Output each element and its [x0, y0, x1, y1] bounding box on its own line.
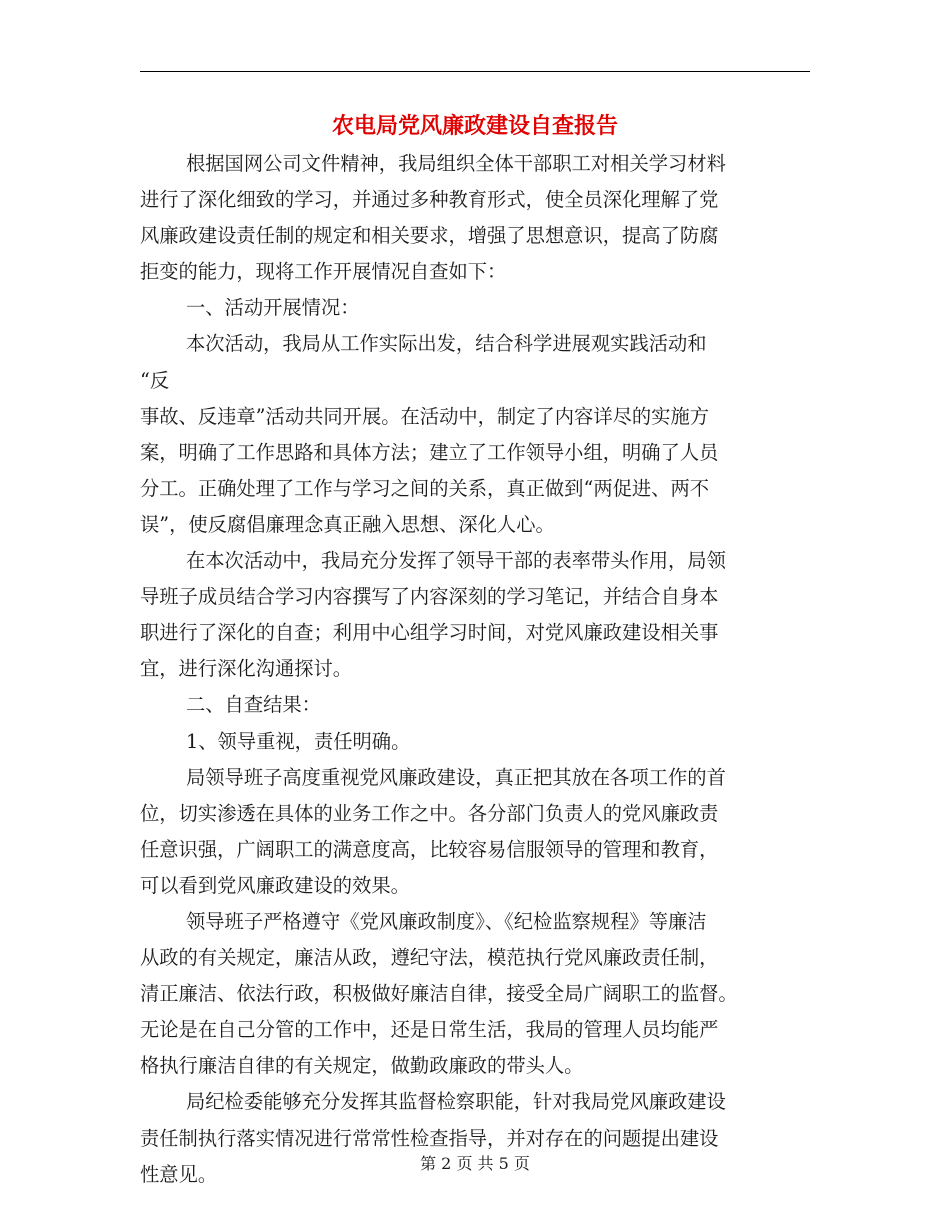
- text-line: 事故、反违章”活动共同开展。在活动中，制定了内容详尽的实施方: [140, 404, 710, 428]
- header-rule: [140, 71, 810, 72]
- text-line: 格执行廉洁自律的有关规定，做勤政廉政的带头人。: [140, 1054, 584, 1078]
- text-line: 本次活动，我局从工作实际出发，结合科学进展观实践活动和: [186, 332, 707, 356]
- text-line: 职进行了深化的自查；利用中心组学习时间，对党风廉政建设相关事: [140, 621, 719, 645]
- text-line: 清正廉洁、依法行政，积极做好廉洁自律，接受全局广阔职工的监督。: [140, 982, 738, 1006]
- text-line: 局纪检委能够充分发挥其监督检察职能，针对我局党风廉政建设: [186, 1090, 726, 1114]
- text-line: 导班子成员结合学习内容撰写了内容深刻的学习笔记，并结合自身本: [140, 585, 719, 609]
- text-line: 误”，使反腐倡廉理念真正融入思想、深化人心。: [140, 512, 555, 536]
- text-line: 风廉政建设责任制的规定和相关要求，增强了思想意识，提高了防腐: [140, 224, 719, 248]
- text-line: 从政的有关规定，廉洁从政，遵纪守法，模范执行党风廉政责任制，: [140, 946, 719, 970]
- text-line: 一、活动开展情况：: [186, 296, 360, 320]
- text-line: 位，切实渗透在具体的业务工作之中。各分部门负责人的党风廉政责: [140, 801, 719, 825]
- text-line: 二、自查结果：: [186, 693, 321, 717]
- page-footer: 第 2 页 共 5 页: [420, 1154, 530, 1173]
- text-line: 局领导班子高度重视党风廉政建设，真正把其放在各项工作的首: [186, 765, 726, 789]
- text-line: 1、领导重视，责任明确。: [186, 729, 411, 753]
- document-title: 农电局党风廉政建设自查报告: [331, 113, 618, 139]
- text-line: 无论是在自己分管的工作中，还是日常生活，我局的管理人员均能严: [140, 1018, 719, 1042]
- document-body: [140, 146, 800, 1193]
- text-line: “反: [140, 368, 170, 392]
- text-line: 根据国网公司文件精神，我局组织全体干部职工对相关学习材料: [186, 152, 726, 175]
- text-line: 可以看到党风廉政建设的效果。: [140, 873, 410, 897]
- text-line: 任意识强，广阔职工的满意度高，比较容易信服领导的管理和教育，: [140, 837, 719, 861]
- text-line: 性意见。: [140, 1162, 218, 1186]
- text-line: 进行了深化细致的学习，并通过多种教育形式，使全员深化理解了党: [140, 188, 719, 212]
- text-line: 在本次活动中，我局充分发挥了领导干部的表率带头作用，局领: [186, 549, 726, 573]
- text-line: 宜，进行深化沟通探讨。: [140, 657, 353, 681]
- text-line: 拒变的能力，现将工作开展情况自查如下：: [140, 260, 507, 284]
- text-line: 案，明确了工作思路和具体方法；建立了工作领导小组，明确了人员: [140, 440, 719, 464]
- text-line: 责任制执行落实情况进行常常性检查指导，并对存在的问题提出建设: [140, 1126, 719, 1150]
- text-line: 分工。正确处理了工作与学习之间的关系，真正做到“两促进、两不: [140, 476, 710, 500]
- text-line: 领导班子严格遵守《党风廉政制度》、《纪检监察规程》等廉洁: [186, 909, 707, 933]
